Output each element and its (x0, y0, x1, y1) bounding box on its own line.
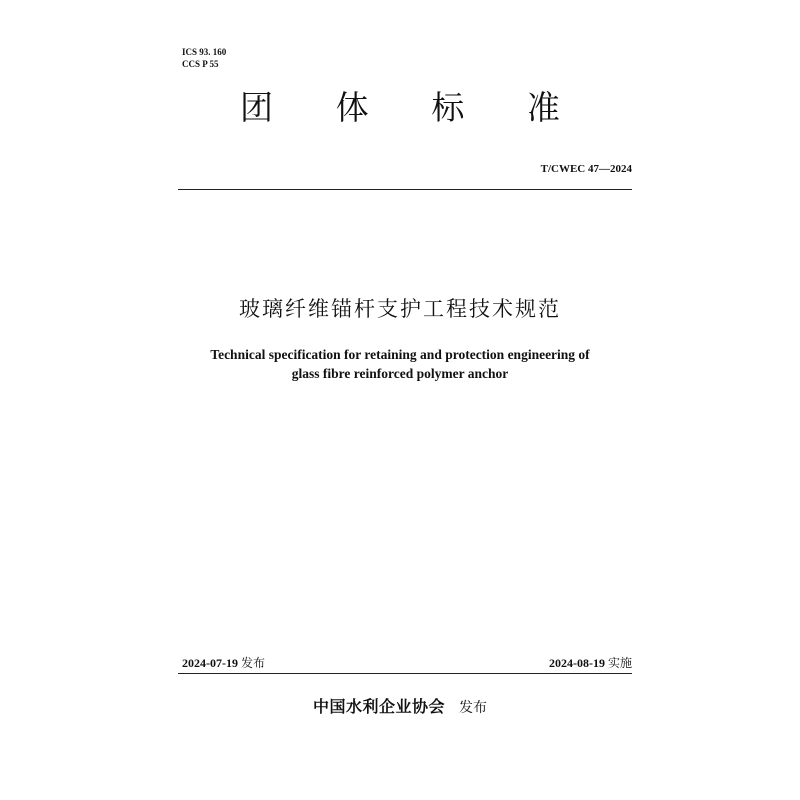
implement-label: 实施 (607, 656, 632, 670)
issuer-line (0, 696, 800, 719)
ccs-code: CCS P 55 (182, 59, 219, 69)
publish-date: 2024-07-19 (182, 656, 238, 670)
standard-type-heading (240, 86, 560, 130)
title-english (160, 345, 640, 383)
standard-type-char: 团 (240, 88, 273, 127)
bottom-divider (178, 673, 632, 674)
title-english-line: Technical specification for retaining and protection engineering of (210, 347, 590, 362)
standard-number: T/CWEC 47—2024 (540, 163, 632, 175)
standard-type-char: 准 (526, 88, 560, 127)
top-divider (178, 189, 632, 190)
standard-type-char: 体 (335, 88, 369, 127)
ics-code: ICS 93. 160 (182, 47, 227, 57)
publish-label: 发布 (241, 656, 266, 670)
issuer-organization: 中国水利企业协会 (312, 697, 445, 716)
publish-date-block (182, 654, 265, 671)
implement-date-block (549, 654, 632, 671)
classification-codes (182, 46, 226, 70)
title-chinese: 玻璃纤维锚杆支护工程技术规范 (239, 297, 561, 321)
implement-date: 2024-08-19 (548, 656, 605, 670)
issuer-action: 发布 (459, 700, 487, 716)
standard-type-char: 标 (431, 88, 465, 127)
title-english-line: glass fibre reinforced polymer anchor (291, 366, 509, 381)
